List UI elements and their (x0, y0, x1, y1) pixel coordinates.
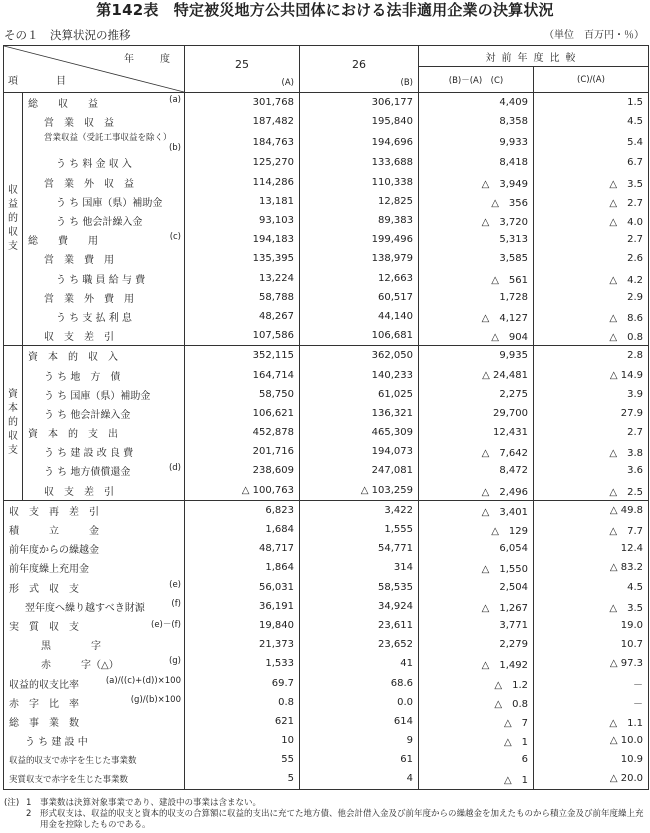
note-text: 形式収支は、収益的収支と資本的収支の合算額に収益的支出に充てた地方債、他会計借入金及び前年度からの繰越金を加えたものから積立金及び前年度繰上充用金を控除したものである。 (40, 809, 644, 830)
header-year-label: 年 度 (124, 54, 178, 65)
cell-diff: 4,409 (419, 93, 534, 113)
row-label: 収 支 差 引 (44, 332, 114, 344)
cell-v1: 36,191 (185, 597, 300, 616)
cell-v1: 1,533 (185, 654, 300, 673)
cell-v1: 106,621 (185, 404, 300, 423)
cell-ratio: 2.9 (534, 288, 649, 307)
cell-ratio: △ 4.0 (534, 211, 649, 230)
unit-label: （単位 百万円・％） (544, 30, 644, 41)
cell-v2: 12,825 (300, 192, 419, 211)
cell-v2: 194,696 (300, 131, 419, 153)
row-label: 収益的収支比率 (a)/((c)+(d))×100 (4, 673, 185, 692)
cell-diff: △ 1,550 (419, 558, 534, 577)
cell-v1: 48,267 (185, 307, 300, 326)
row-label: 営 業 費 用 (44, 255, 114, 267)
row-ref: (c) (169, 232, 181, 243)
cell-v1: 164,714 (185, 365, 300, 384)
table-row (4, 230, 649, 249)
table-row (4, 539, 649, 558)
table-row (4, 153, 649, 172)
row-label: う ち 職 員 給 与 費 (56, 274, 146, 286)
cell-diff: 1,728 (419, 288, 534, 307)
cell-ratio: △ 49.8 (534, 500, 649, 520)
cell-ratio: △ 10.0 (534, 731, 649, 750)
row-label: 営業収益（受託工事収益を除く） (b) (23, 131, 185, 153)
cell-ratio: 12.4 (534, 539, 649, 558)
row-label: う ち 国庫（県）補助金 (56, 197, 163, 209)
cell-ratio: △ 14.9 (534, 365, 649, 384)
row-label: う ち 他会計繰入金 (44, 409, 131, 421)
cell-diff: △ 1,267 (419, 597, 534, 616)
table-row (4, 288, 649, 307)
row-ref: (b) (168, 143, 181, 154)
cell-ratio: 10.7 (534, 635, 649, 654)
row-ref: (g) (168, 656, 181, 667)
row-label: 資 本 的 支 出 (28, 429, 118, 441)
row-ref: (d) (168, 463, 181, 474)
cell-v2: 34,924 (300, 597, 419, 616)
cell-v2: 314 (300, 558, 419, 577)
cell-ratio: △ 7.7 (534, 520, 649, 539)
table-row (4, 769, 649, 789)
cell-ratio: 2.7 (534, 230, 649, 249)
page-title: 第142表 特定被災地方公共団体における法非適用企業の決算状況 (96, 1, 554, 19)
cell-v1: 19,840 (185, 616, 300, 635)
row-label: 営 業 外 収 益 (44, 178, 134, 190)
cell-ratio: － (534, 673, 649, 692)
cell-diff: 29,700 (419, 404, 534, 423)
cell-diff: △ 3,949 (419, 173, 534, 192)
cell-ratio: 4.5 (534, 578, 649, 597)
table-subtitle: その１ 決算状況の推移 (4, 28, 131, 42)
cell-diff: △ 7 (419, 712, 534, 731)
cell-v2: 41 (300, 654, 419, 673)
table-row (4, 192, 649, 211)
cell-ratio: △ 83.2 (534, 558, 649, 577)
table-row (4, 693, 649, 712)
row-label: 積 立 金 (4, 520, 185, 539)
row-label: う ち 国庫（県）補助金 (44, 390, 151, 402)
row-label: う ち 地方債償還金 (d) (23, 461, 185, 480)
header-ratio: (C)/(A) (534, 67, 649, 93)
cell-v2: 247,081 (300, 461, 419, 480)
cell-diff: △ 4,127 (419, 307, 534, 326)
cell-ratio: 2.8 (534, 346, 649, 366)
cell-v1: 1,864 (185, 558, 300, 577)
cell-diff: △ 1 (419, 769, 534, 789)
table-row (4, 269, 649, 288)
header-year1: 25 (A) (185, 46, 300, 93)
row-label: 形 式 収 支 (e) (4, 578, 185, 597)
cell-ratio: － (534, 693, 649, 712)
cell-v1: 13,181 (185, 192, 300, 211)
group-capital: 資 本 的 収 支 (4, 346, 23, 501)
cell-v2: 195,840 (300, 112, 419, 131)
table-row (4, 461, 649, 480)
header-year2: 26 (B) (300, 46, 419, 93)
cell-ratio: 5.4 (534, 131, 649, 153)
table-row (4, 385, 649, 404)
cell-ratio: △ 0.8 (534, 326, 649, 346)
cell-diff: △ 7,642 (419, 442, 534, 461)
cell-v1: 13,224 (185, 269, 300, 288)
table-row (4, 249, 649, 268)
cell-ratio: △ 3.5 (534, 597, 649, 616)
row-label: う ち 建 設 中 (4, 731, 185, 750)
cell-ratio: 3.6 (534, 461, 649, 480)
settlement-table (3, 45, 649, 790)
cell-diff: △ 561 (419, 269, 534, 288)
cell-ratio: 3.9 (534, 385, 649, 404)
row-label: 前年度繰上充用金 (4, 558, 185, 577)
cell-v1: 184,763 (185, 131, 300, 153)
table-row (4, 346, 649, 366)
cell-diff: △ 1,492 (419, 654, 534, 673)
cell-ratio: △ 20.0 (534, 769, 649, 789)
row-label: 総 収 益 (a) (23, 93, 185, 113)
cell-diff: 9,935 (419, 346, 534, 366)
cell-v1: 0.8 (185, 693, 300, 712)
cell-v2: 23,652 (300, 635, 419, 654)
row-label: 収 支 差 引 (44, 486, 114, 498)
cell-ratio: 2.6 (534, 249, 649, 268)
row-label: 黒 字 (4, 635, 185, 654)
cell-v1: 21,373 (185, 635, 300, 654)
cell-v1: 5 (185, 769, 300, 789)
cell-ratio: 27.9 (534, 404, 649, 423)
cell-diff: 3,771 (419, 616, 534, 635)
table-row (4, 423, 649, 442)
cell-v2: 362,050 (300, 346, 419, 366)
row-label: う ち 他会計繰入金 (56, 217, 143, 229)
row-label: う ち 支 払 利 息 (56, 312, 132, 324)
row-label: う ち 地 方 債 (44, 371, 121, 383)
cell-ratio: △ 1.1 (534, 712, 649, 731)
cell-v2: 1,555 (300, 520, 419, 539)
cell-v2: 61 (300, 750, 419, 769)
cell-ratio: △ 3.5 (534, 173, 649, 192)
cell-v1: 55 (185, 750, 300, 769)
cell-v1: 194,183 (185, 230, 300, 249)
cell-diff: 8,418 (419, 153, 534, 172)
table-row (4, 578, 649, 597)
header-compare: 対前年度比較 (419, 46, 649, 67)
header-diff: (B)－(A) (C) (419, 67, 534, 93)
table-row (4, 520, 649, 539)
cell-diff: △ 3,720 (419, 211, 534, 230)
cell-v2: 0.0 (300, 693, 419, 712)
cell-v1: 107,586 (185, 326, 300, 346)
table-row (4, 750, 649, 769)
cell-v1: 10 (185, 731, 300, 750)
row-label: 実質収支で赤字を生じた事業数 (4, 769, 185, 789)
cell-diff: 12,431 (419, 423, 534, 442)
table-row (4, 112, 649, 131)
cell-ratio: △ 97.3 (534, 654, 649, 673)
cell-diff: △ 0.8 (419, 693, 534, 712)
cell-ratio: △ 8.6 (534, 307, 649, 326)
cell-v2: 306,177 (300, 93, 419, 113)
cell-v1: 48,717 (185, 539, 300, 558)
cell-v2: 133,688 (300, 153, 419, 172)
cell-v1: 135,395 (185, 249, 300, 268)
row-label: 翌年度へ繰り越すべき財源 (f) (4, 597, 185, 616)
table-row (4, 481, 649, 501)
cell-v1: 301,768 (185, 93, 300, 113)
cell-v2: 140,233 (300, 365, 419, 384)
header-item-cell (4, 46, 185, 93)
cell-v1: 93,103 (185, 211, 300, 230)
table-row (4, 500, 649, 520)
cell-ratio: △ 3.8 (534, 442, 649, 461)
cell-v2: 614 (300, 712, 419, 731)
cell-v1: 58,750 (185, 385, 300, 404)
table-row (4, 635, 649, 654)
cell-diff: △ 2,496 (419, 481, 534, 501)
cell-v2: 44,140 (300, 307, 419, 326)
cell-v1: 114,286 (185, 173, 300, 192)
cell-v2: 3,422 (300, 500, 419, 520)
cell-v2: 106,681 (300, 326, 419, 346)
table-row (4, 673, 649, 692)
cell-ratio: 6.7 (534, 153, 649, 172)
row-ref: (g)/(b)×100 (130, 694, 181, 705)
row-ref: (f) (171, 598, 181, 609)
cell-diff: △ 24,481 (419, 365, 534, 384)
table-row (4, 131, 649, 153)
table-row (4, 597, 649, 616)
cell-v2: 58,535 (300, 578, 419, 597)
cell-diff: 2,279 (419, 635, 534, 654)
table-row (4, 616, 649, 635)
cell-v2: 110,338 (300, 173, 419, 192)
cell-v1: 56,031 (185, 578, 300, 597)
cell-v1: △ 100,763 (185, 481, 300, 501)
row-label: 営 業 収 益 (44, 118, 114, 130)
cell-diff: 3,585 (419, 249, 534, 268)
cell-ratio: 2.7 (534, 423, 649, 442)
cell-v1: 125,270 (185, 153, 300, 172)
row-label: 収益的収支で赤字を生じた事業数 (4, 750, 185, 769)
cell-v1: 201,716 (185, 442, 300, 461)
cell-ratio: △ 2.5 (534, 481, 649, 501)
table-row (4, 654, 649, 673)
table-row (4, 173, 649, 192)
row-label: 実 質 収 支 (e)－(f) (4, 616, 185, 635)
row-label: 赤 字（△） (g) (4, 654, 185, 673)
cell-v2: 12,663 (300, 269, 419, 288)
row-ref: (e)－(f) (151, 619, 181, 630)
group-income: 収 益 的 収 支 (4, 93, 23, 346)
cell-v1: 621 (185, 712, 300, 731)
row-label: 営 業 外 費 用 (44, 293, 134, 305)
cell-diff: △ 356 (419, 192, 534, 211)
cell-diff: 6,054 (419, 539, 534, 558)
cell-v1: 187,482 (185, 112, 300, 131)
note-1: (注) 1 事業数は決算対象事業であり、建設中の事業は含まない。 (4, 798, 262, 808)
note-2: 2 形式収支は、収益的収支と資本的収支の合算額に収益的支出に充てた地方債、他会計借入金及び前年度からの繰越金を加えたものから積立金及び前年度繰上充用金を控除したものである。 (26, 809, 644, 830)
cell-v2: 4 (300, 769, 419, 789)
cell-v2: △ 103,259 (300, 481, 419, 501)
cell-diff: 9,933 (419, 131, 534, 153)
table-row (4, 93, 649, 113)
cell-diff: 6 (419, 750, 534, 769)
cell-v2: 138,979 (300, 249, 419, 268)
cell-diff: △ 3,401 (419, 500, 534, 520)
row-label: う ち 建 設 改 良 費 (44, 448, 134, 460)
cell-v1: 69.7 (185, 673, 300, 692)
header-item-label: 項 目 (8, 76, 80, 87)
cell-v2: 9 (300, 731, 419, 750)
cell-v1: 1,684 (185, 520, 300, 539)
cell-v2: 465,309 (300, 423, 419, 442)
cell-ratio: 19.0 (534, 616, 649, 635)
row-label: 総 事 業 数 (4, 712, 185, 731)
notes (4, 798, 644, 831)
row-label: 収 支 再 差 引 (4, 500, 185, 520)
cell-diff: △ 1.2 (419, 673, 534, 692)
table-row (4, 365, 649, 384)
table-row (4, 712, 649, 731)
cell-v1: 238,609 (185, 461, 300, 480)
row-label: 赤 字 比 率 (g)/(b)×100 (4, 693, 185, 712)
cell-v2: 68.6 (300, 673, 419, 692)
cell-v1: 352,115 (185, 346, 300, 366)
row-ref: (a) (169, 95, 181, 106)
cell-v2: 60,517 (300, 288, 419, 307)
cell-diff: △ 1 (419, 731, 534, 750)
cell-ratio: △ 4.2 (534, 269, 649, 288)
row-label: 前年度からの繰越金 (4, 539, 185, 558)
cell-v1: 58,788 (185, 288, 300, 307)
cell-ratio: 1.5 (534, 93, 649, 113)
cell-ratio: 10.9 (534, 750, 649, 769)
cell-ratio: 4.5 (534, 112, 649, 131)
table-row (4, 326, 649, 346)
cell-diff: △ 129 (419, 520, 534, 539)
row-label: 資 本 的 収 入 (23, 346, 185, 366)
table-row (4, 558, 649, 577)
table-row (4, 442, 649, 461)
table-row (4, 404, 649, 423)
cell-v2: 23,611 (300, 616, 419, 635)
cell-v2: 136,321 (300, 404, 419, 423)
cell-v2: 89,383 (300, 211, 419, 230)
cell-diff: 2,275 (419, 385, 534, 404)
note-text: 事業数は決算対象事業であり、建設中の事業は含まない。 (40, 798, 262, 808)
cell-v2: 194,073 (300, 442, 419, 461)
table-row (4, 731, 649, 750)
cell-diff: 8,358 (419, 112, 534, 131)
cell-v1: 6,823 (185, 500, 300, 520)
row-label: 総 費 用 (c) (23, 230, 185, 249)
cell-ratio: △ 2.7 (534, 192, 649, 211)
table-row (4, 211, 649, 230)
row-label: う ち 料 金 収 入 (56, 159, 132, 171)
note-mark: (注) (4, 798, 20, 808)
cell-diff: △ 904 (419, 326, 534, 346)
cell-diff: 5,313 (419, 230, 534, 249)
table-row (4, 307, 649, 326)
cell-diff: 2,504 (419, 578, 534, 597)
cell-v2: 54,771 (300, 539, 419, 558)
row-ref: (e) (169, 579, 181, 590)
table-body (4, 93, 649, 790)
cell-v2: 199,496 (300, 230, 419, 249)
row-ref: (a)/((c)+(d))×100 (105, 675, 181, 686)
cell-v2: 61,025 (300, 385, 419, 404)
cell-diff: 8,472 (419, 461, 534, 480)
cell-v1: 452,878 (185, 423, 300, 442)
